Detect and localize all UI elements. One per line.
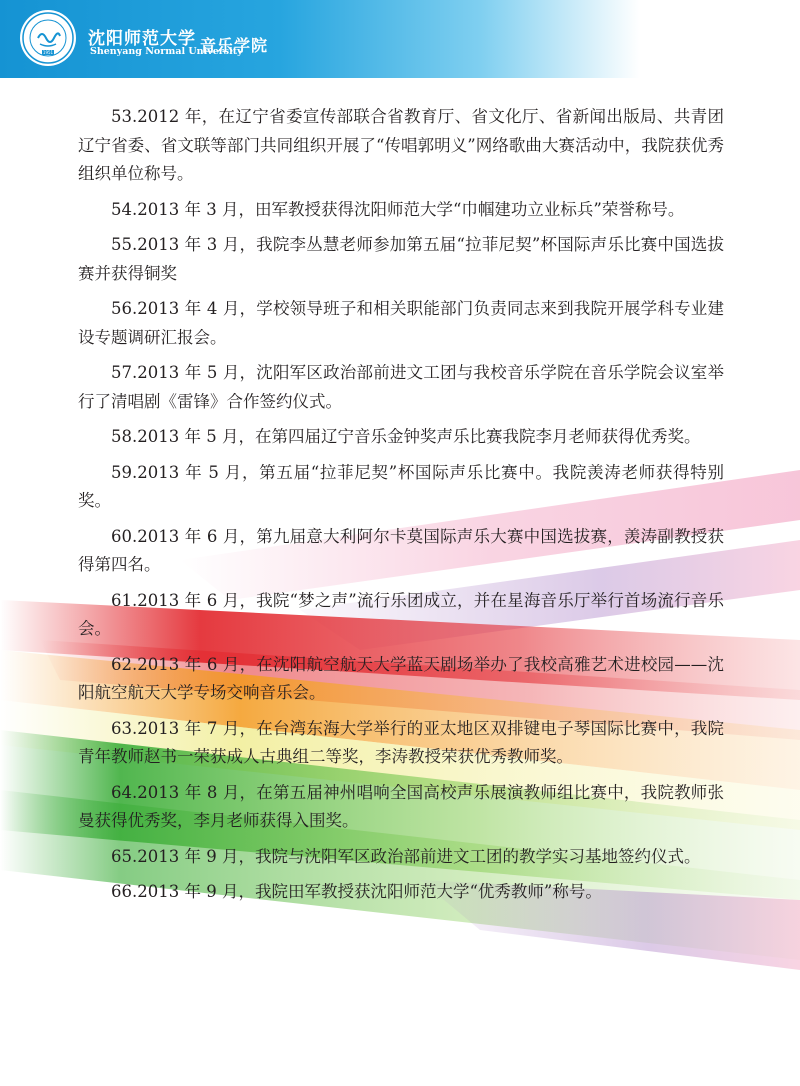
school-name-cn: 沈阳师范大学 [88,29,196,49]
list-item: 64.2013 年 8 月，在第五届神州唱响全国高校声乐展演教师组比赛中，我院教师张曼获得优秀奖，李月老师获得入围奖。 [78,782,724,830]
list-item: 56.2013 年 4 月，学校领导班子和相关职能部门负责同志来到我院开展学科专业建设专题调研汇报会。 [78,299,724,347]
list-item: 63.2013 年 7 月，在台湾东海大学举行的亚太地区双排键电子琴国际比赛中，我院青年教师赵书一荣获成人古典组二等奖，李涛教授荣获优秀教师奖。 [78,718,724,766]
list-item: 57.2013 年 5 月，沈阳军区政治部前进文工团与我校音乐学院在音乐学院会议室举行了清唱剧《雷锋》合作签约仪式。 [78,363,724,411]
list-item: 53.2012 年，在辽宁省委宣传部联合省教育厅、省文化厅、省新闻出版局、共青团辽宁省委、省文联等部门共同组织开展了“传唱郭明义”网络歌曲大赛活动中，我院获优秀组织单位称号。 [78,107,724,183]
list-item: 58.2013 年 5 月，在第四届辽宁音乐金钟奖声乐比赛我院李月老师获得优秀奖。 [111,427,701,446]
list-item: 55.2013 年 3 月，我院李丛慧老师参加第五届“拉菲尼契”杯国际声乐比赛中国选拔赛并获得铜奖 [78,235,724,283]
page-header [0,0,800,78]
list-item: 59.2013 年 5 月，第五届“拉菲尼契”杯国际声乐比赛中。我院羡涛老师获得特别奖。 [78,462,724,510]
list-item: 66.2013 年 9 月，我院田军教授获沈阳师范大学“优秀教师”称号。 [111,882,602,901]
university-seal-icon [18,8,78,68]
list-item: 60.2013 年 6 月，第九届意大利阿尔卡莫国际声乐大赛中国选拔赛，羡涛副教授获得第四名。 [78,526,724,574]
list-item: 65.2013 年 9 月，我院与沈阳军区政治部前进文工团的教学实习基地签约仪式。 [111,846,701,866]
list-item: 62.2013 年 6 月，在沈阳航空航天大学蓝天剧场举办了我校高雅艺术进校园——沈阳航空航天大学专场交响音乐会。 [78,654,724,702]
school-name-en: Shenyang Normal University [90,46,243,57]
chronicle-list [78,103,724,914]
college-name: 音乐学院 [200,36,269,55]
list-item: 61.2013 年 6 月，我院“梦之声”流行乐团成立，并在星海音乐厅举行首场流行音乐会。 [78,590,724,638]
svg-text:1951: 1951 [42,50,54,56]
list-item: 54.2013 年 3 月，田军教授获得沈阳师范大学“巾帼建功立业标兵”荣誉称号。 [111,199,685,219]
